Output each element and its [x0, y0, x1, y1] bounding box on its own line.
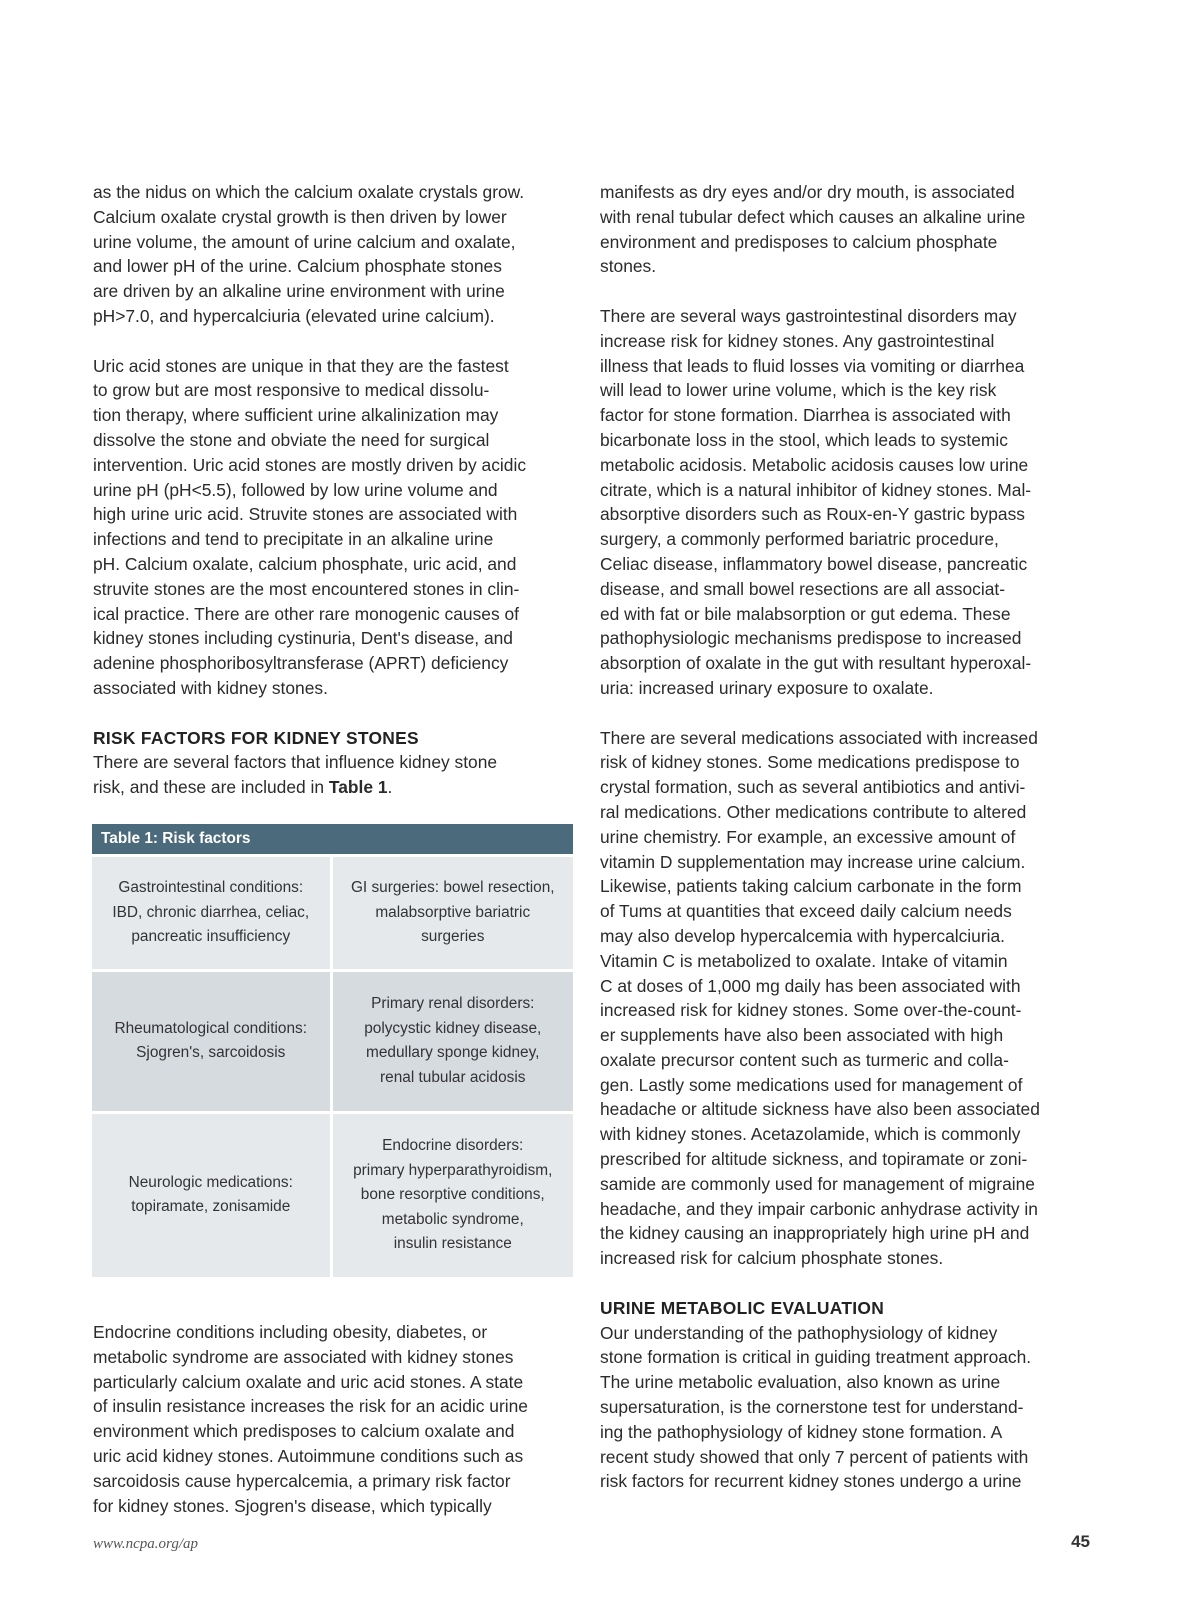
text-line: Our understanding of the pathophysiology of kidney: [600, 1322, 998, 1343]
text-line: polycystic kidney disease,: [364, 1019, 542, 1037]
footer-url: www.ncpa.org/ap: [93, 1536, 199, 1552]
text-line: dissolve the stone and obviate the need for surgical: [93, 429, 490, 450]
table-cell: [92, 857, 333, 972]
risk-intro-line-1: There are several factors that influence kidney stone: [93, 752, 498, 773]
text-line: The urine metabolic evaluation, also known as urine: [600, 1372, 1001, 1393]
text-line: particularly calcium oxalate and uric acid stones. A state: [93, 1371, 524, 1392]
risk-factors-table: [92, 824, 573, 1280]
page-number: 45: [1071, 1532, 1090, 1551]
table-row: [92, 1114, 573, 1280]
text-line: pH. Calcium oxalate, calcium phosphate, uric acid, and: [93, 553, 517, 574]
text-line: insulin resistance: [393, 1235, 512, 1253]
text-line: Sjogren's, sarcoidosis: [136, 1044, 286, 1062]
table-cell: [333, 1114, 574, 1280]
text-line: Endocrine disorders:: [382, 1136, 524, 1154]
paragraph-endocrine-conditions: [93, 1320, 573, 1518]
text-line: Calcium oxalate crystal growth is then driven by lower: [93, 206, 507, 227]
text-line: Primary renal disorders:: [371, 995, 535, 1013]
text-line: of Tums at quantities that exceed daily calcium needs: [600, 901, 1012, 922]
text-line: metabolic syndrome are associated with kidney stones: [93, 1346, 514, 1367]
text-line: Vitamin C is metabolized to oxalate. Intake of vitamin: [600, 950, 1008, 971]
text-line: may also develop hypercalcemia with hypercalciuria.: [600, 925, 1006, 946]
text-line: pancreatic insufficiency: [131, 928, 291, 946]
text-line: pathophysiologic mechanisms predispose to increased: [600, 628, 1022, 649]
text-line: malabsorptive bariatric: [375, 903, 531, 921]
text-line: for kidney stones. Sjogren's disease, which typically: [93, 1495, 492, 1516]
text-line: risk of kidney stones. Some medications predispose to: [600, 752, 1020, 773]
text-line: and lower pH of the urine. Calcium phosphate stones: [93, 256, 502, 277]
text-line: Endocrine conditions including obesity, diabetes, or: [93, 1321, 488, 1342]
paragraph-stone-growth: [93, 180, 573, 329]
text-line: medullary sponge kidney,: [366, 1044, 540, 1062]
table-title: Table 1: Risk factors: [92, 824, 573, 857]
table-cell: [333, 857, 574, 972]
text-line: factor for stone formation. Diarrhea is associated with: [600, 405, 1011, 426]
table-cell: [333, 972, 574, 1114]
text-line: gen. Lastly some medications used for management of: [600, 1074, 1023, 1095]
text-line: Uric acid stones are unique in that they are the fastest: [93, 355, 509, 376]
paragraph-medications: [600, 726, 1090, 1272]
risk-intro-line-2: risk, and these are included in Table 1.: [93, 777, 393, 798]
text-line: ed with fat or bile malabsorption or gut edema. These: [600, 603, 1011, 624]
text-line: bicarbonate loss in the stool, which leads to systemic: [600, 429, 1008, 450]
text-line: er supplements have also been associated with high: [600, 1025, 1004, 1046]
text-line: disease, and small bowel resections are all associat-: [600, 578, 1006, 599]
text-line: oxalate precursor content such as turmeric and colla-: [600, 1049, 1009, 1070]
text-line: high urine uric acid. Struvite stones are associated with: [93, 504, 518, 525]
text-line: to grow but are most responsive to medical dissolu-: [93, 380, 490, 401]
table-cell: [92, 972, 333, 1114]
text-line: the kidney causing an inappropriately high urine pH and: [600, 1223, 1030, 1244]
text-line: intervention. Uric acid stones are mostly driven by acidic: [93, 454, 527, 475]
text-line: surgeries: [421, 928, 485, 946]
text-line: increased risk for kidney stones. Some over-the-count-: [600, 1000, 1022, 1021]
text-line: recent study showed that only 7 percent of patients with: [600, 1446, 1029, 1467]
text-line: infections and tend to precipitate in an alkaline urine: [93, 529, 494, 550]
table-reference: Table 1: [328, 777, 388, 798]
paragraph-urine-evaluation: [600, 1321, 1090, 1495]
text-line: absorption of oxalate in the gut with resultant hyperoxal-: [600, 653, 1032, 674]
table-row: [92, 857, 573, 972]
text-line: crystal formation, such as several antibiotics and antivi-: [600, 777, 1026, 798]
text-line: urine chemistry. For example, an excessive amount of: [600, 826, 1016, 847]
text-line: increase risk for kidney stones. Any gastrointestinal: [600, 330, 995, 351]
table-cell: [92, 1114, 333, 1280]
text-line: will lead to lower urine volume, which is the key risk: [600, 380, 997, 401]
text-line: IBD, chronic diarrhea, celiac,: [112, 903, 310, 921]
text-line: with kidney stones. Acetazolamide, which is commonly: [600, 1124, 1021, 1145]
text-line: environment and predisposes to calcium phosphate: [600, 231, 998, 252]
text-line: renal tubular acidosis: [380, 1069, 526, 1087]
text-line: increased risk for calcium phosphate stones.: [600, 1248, 944, 1269]
text-line: as the nidus on which the calcium oxalate crystals grow.: [93, 182, 525, 202]
text-line: ral medications. Other medications contribute to altered: [600, 801, 1027, 822]
text-line: adenine phosphoribosyltransferase (APRT) deficiency: [93, 653, 509, 674]
text-line: ical practice. There are other rare monogenic causes of: [93, 603, 519, 624]
text-line: uria: increased urinary exposure to oxalate.: [600, 677, 934, 698]
paragraph-sjogrens: [600, 180, 1090, 279]
text-line: associated with kidney stones.: [93, 677, 328, 698]
text-line: samide are commonly used for management of migraine: [600, 1173, 1035, 1194]
text-line: headache or altitude sickness have also been associated: [600, 1099, 1040, 1120]
text-line: uric acid kidney stones. Autoimmune conditions such as: [93, 1445, 524, 1466]
text-line: with renal tubular defect which causes an alkaline urine: [600, 206, 1026, 227]
text-line: There are several medications associated with increased: [600, 727, 1038, 748]
text-line: tion therapy, where sufficient urine alkalinization may: [93, 405, 499, 426]
text-line: Likewise, patients taking calcium carbonate in the form: [600, 876, 1022, 897]
text-line: supersaturation, is the cornerstone test for understand-: [600, 1397, 1024, 1418]
text-line: headache, and they impair carbonic anhydrase activity in: [600, 1198, 1038, 1219]
text-line: environment which predisposes to calcium oxalate and: [93, 1421, 515, 1442]
text-line: surgery, a commonly performed bariatric procedure,: [600, 529, 999, 550]
text-line: urine volume, the amount of urine calcium and oxalate,: [93, 231, 516, 252]
text-line: sarcoidosis cause hypercalcemia, a primary risk factor: [93, 1470, 511, 1491]
text-line: illness that leads to fluid losses via vomiting or diarrhea: [600, 355, 1025, 376]
text-line: prescribed for altitude sickness, and topiramate or zoni-: [600, 1149, 1028, 1170]
text-line: urine pH (pH<5.5), followed by low urine volume and: [93, 479, 498, 500]
text-line: bone resorptive conditions,: [360, 1186, 545, 1204]
text-line: Gastrointestinal conditions:: [118, 879, 304, 897]
text-line: vitamin D supplementation may increase urine calcium.: [600, 851, 1026, 872]
heading-risk-factors: RISK FACTORS FOR KIDNEY STONES: [93, 727, 419, 748]
text-line: ing the pathophysiology of kidney stone formation. A: [600, 1421, 1003, 1442]
table-row: [92, 972, 573, 1114]
text-line: There are several ways gastrointestinal disorders may: [600, 305, 1017, 326]
text-line: struvite stones are the most encountered stones in clin-: [93, 578, 520, 599]
text-line: metabolic acidosis. Metabolic acidosis causes low urine: [600, 454, 1029, 475]
text-line: risk factors for recurrent kidney stones undergo a urine: [600, 1471, 1022, 1492]
text-line: metabolic syndrome,: [381, 1210, 524, 1228]
paragraph-uric-acid-stones: [93, 354, 573, 701]
text-line: C at doses of 1,000 mg daily has been associated with: [600, 975, 1021, 996]
text-line: are driven by an alkaline urine environment with urine: [93, 281, 505, 302]
text-line: Neurologic medications:: [128, 1173, 293, 1191]
heading-urine-metabolic-evaluation: URINE METABOLIC EVALUATION: [600, 1297, 885, 1318]
text-line: primary hyperparathyroidism,: [353, 1161, 553, 1179]
paragraph-gastrointestinal: [600, 304, 1090, 701]
text-line: Rheumatological conditions:: [114, 1019, 307, 1037]
text-line: of insulin resistance increases the risk for an acidic urine: [93, 1396, 528, 1417]
text-line: pH>7.0, and hypercalciuria (elevated urine calcium).: [93, 305, 495, 326]
text-line: citrate, which is a natural inhibitor of kidney stones. Mal-: [600, 479, 1032, 500]
text-line: topiramate, zonisamide: [131, 1198, 291, 1216]
right-column: [600, 180, 1090, 1494]
text-line: manifests as dry eyes and/or dry mouth, is associated: [600, 182, 1015, 202]
text-line: stones.: [600, 256, 657, 277]
text-line: absorptive disorders such as Roux-en-Y gastric bypass: [600, 504, 1025, 525]
left-column: [93, 180, 573, 1518]
text-line: Celiac disease, inflammatory bowel disease, pancreatic: [600, 553, 1028, 574]
text-line: kidney stones including cystinuria, Dent's disease, and: [93, 628, 513, 649]
text-line: stone formation is critical in guiding treatment approach.: [600, 1347, 1032, 1368]
text-line: GI surgeries: bowel resection,: [350, 879, 555, 897]
